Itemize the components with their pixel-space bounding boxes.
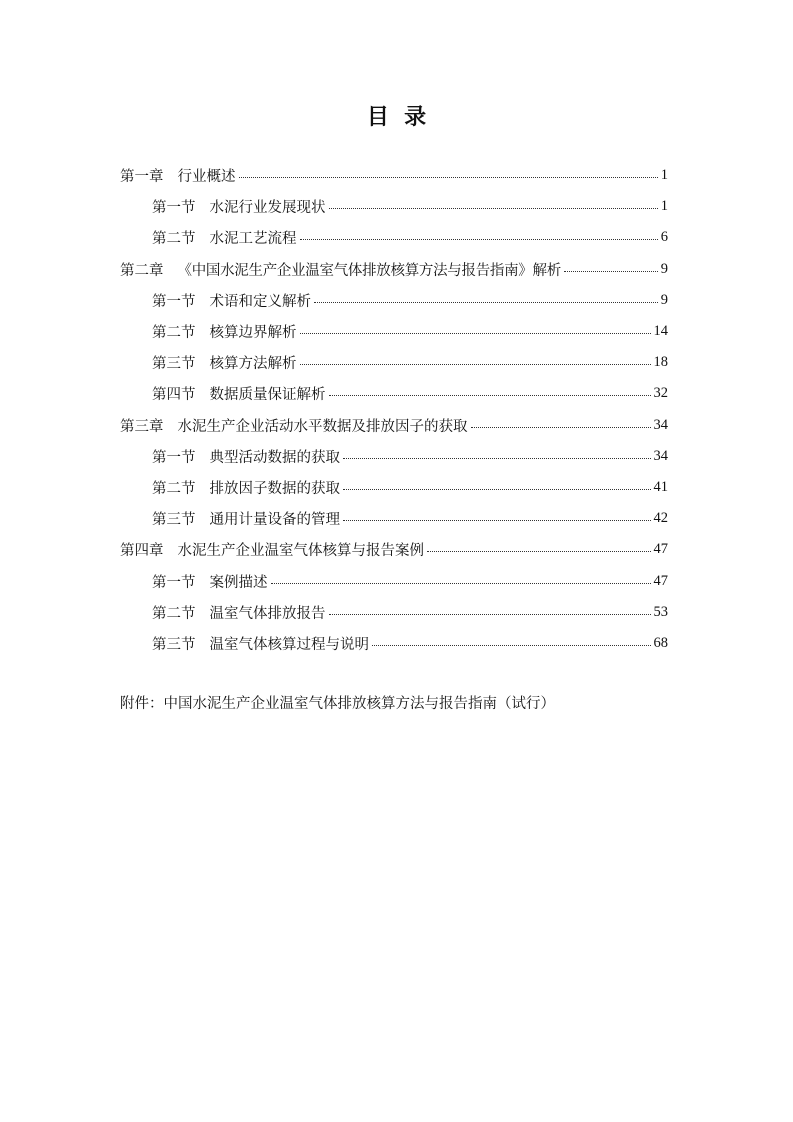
toc-page-number: 53 [653,603,668,620]
toc-section-2-4[interactable] [120,378,668,409]
leader-dots [343,520,651,521]
toc-label: 第一节 [152,200,196,217]
toc-page-number: 68 [653,634,668,651]
toc-title: 行业概述 [177,169,236,186]
leader-dots [329,614,651,615]
toc-title: 水泥生产企业活动水平数据及排放因子的获取 [177,418,468,435]
toc-page-number: 9 [660,260,668,277]
toc-label: 第二节 [152,231,196,248]
toc-label: 第二节 [152,325,196,342]
toc-section-3-2[interactable] [120,472,668,503]
leader-dots [329,395,651,396]
toc-label: 第三节 [152,356,196,373]
toc-section-3-1[interactable] [120,441,668,472]
leader-dots [343,489,651,490]
leader-dots [343,458,651,459]
toc-page-number: 34 [653,416,668,433]
toc-page-number: 1 [660,198,668,215]
toc-label: 第一节 [152,574,196,591]
toc-title: 温室气体核算过程与说明 [209,636,369,653]
leader-dots [300,364,651,365]
toc-label: 第二节 [152,480,196,497]
toc-chapter-2[interactable] [120,254,668,285]
toc-label: 第四章 [120,543,164,560]
toc-label: 第三节 [152,636,196,653]
toc-chapter-3[interactable] [120,410,668,441]
toc-label: 第三章 [120,418,164,435]
leader-dots [300,239,658,240]
toc-section-1-1[interactable] [120,191,668,222]
toc-title: 数据质量保证解析 [209,387,326,404]
toc-title: 温室气体排放报告 [209,605,326,622]
toc-page-number: 14 [653,323,668,340]
toc-chapter-4[interactable] [120,534,668,565]
leader-dots [427,551,651,552]
toc-title: 通用计量设备的管理 [209,512,340,529]
toc-page-number: 32 [653,385,668,402]
toc-title: 案例描述 [209,574,268,591]
leader-dots [314,302,658,303]
toc-section-3-3[interactable] [120,503,668,534]
toc-page-number: 47 [653,541,668,558]
toc-label: 第三节 [152,512,196,529]
table-of-contents [120,160,668,659]
toc-label: 第二章 [120,262,164,279]
toc-label: 第四节 [152,387,196,404]
leader-dots [372,645,651,646]
toc-title: 核算边界解析 [209,325,297,342]
leader-dots [564,271,658,272]
toc-title: 水泥生产企业温室气体核算与报告案例 [177,543,424,560]
toc-title: 排放因子数据的获取 [209,480,340,497]
toc-title: 典型活动数据的获取 [209,449,340,466]
toc-title: 核算方法解析 [209,356,297,373]
toc-title: 水泥工艺流程 [209,231,297,248]
leader-dots [271,583,651,584]
toc-title: 术语和定义解析 [209,293,311,310]
toc-label: 第一节 [152,449,196,466]
toc-section-2-1[interactable] [120,285,668,316]
page-title: 目 录 [366,104,427,130]
leader-dots [471,427,651,428]
toc-chapter-1[interactable] [120,160,668,191]
leader-dots [300,333,651,334]
toc-section-4-1[interactable] [120,565,668,596]
toc-title: 水泥行业发展现状 [209,200,326,217]
toc-section-1-2[interactable] [120,222,668,253]
toc-section-4-3[interactable] [120,628,668,659]
toc-label: 第一章 [120,169,164,186]
toc-page-number: 47 [653,572,668,589]
toc-section-2-3[interactable] [120,347,668,378]
toc-label: 第一节 [152,293,196,310]
appendix-line[interactable]: 附件：中国水泥生产企业温室气体排放核算方法与报告指南（试行） [120,696,555,712]
leader-dots [239,177,658,178]
toc-page-number: 18 [653,354,668,371]
leader-dots [329,208,658,209]
toc-page-number: 34 [653,447,668,464]
toc-section-4-2[interactable] [120,597,668,628]
toc-page-number: 9 [660,291,668,308]
toc-label: 第二节 [152,605,196,622]
toc-section-2-2[interactable] [120,316,668,347]
toc-page-number: 6 [660,229,668,246]
toc-page-number: 42 [653,510,668,527]
toc-page-number: 1 [660,167,668,184]
toc-page-number: 41 [653,478,668,495]
toc-title: 《中国水泥生产企业温室气体排放核算方法与报告指南》解析 [177,262,561,279]
